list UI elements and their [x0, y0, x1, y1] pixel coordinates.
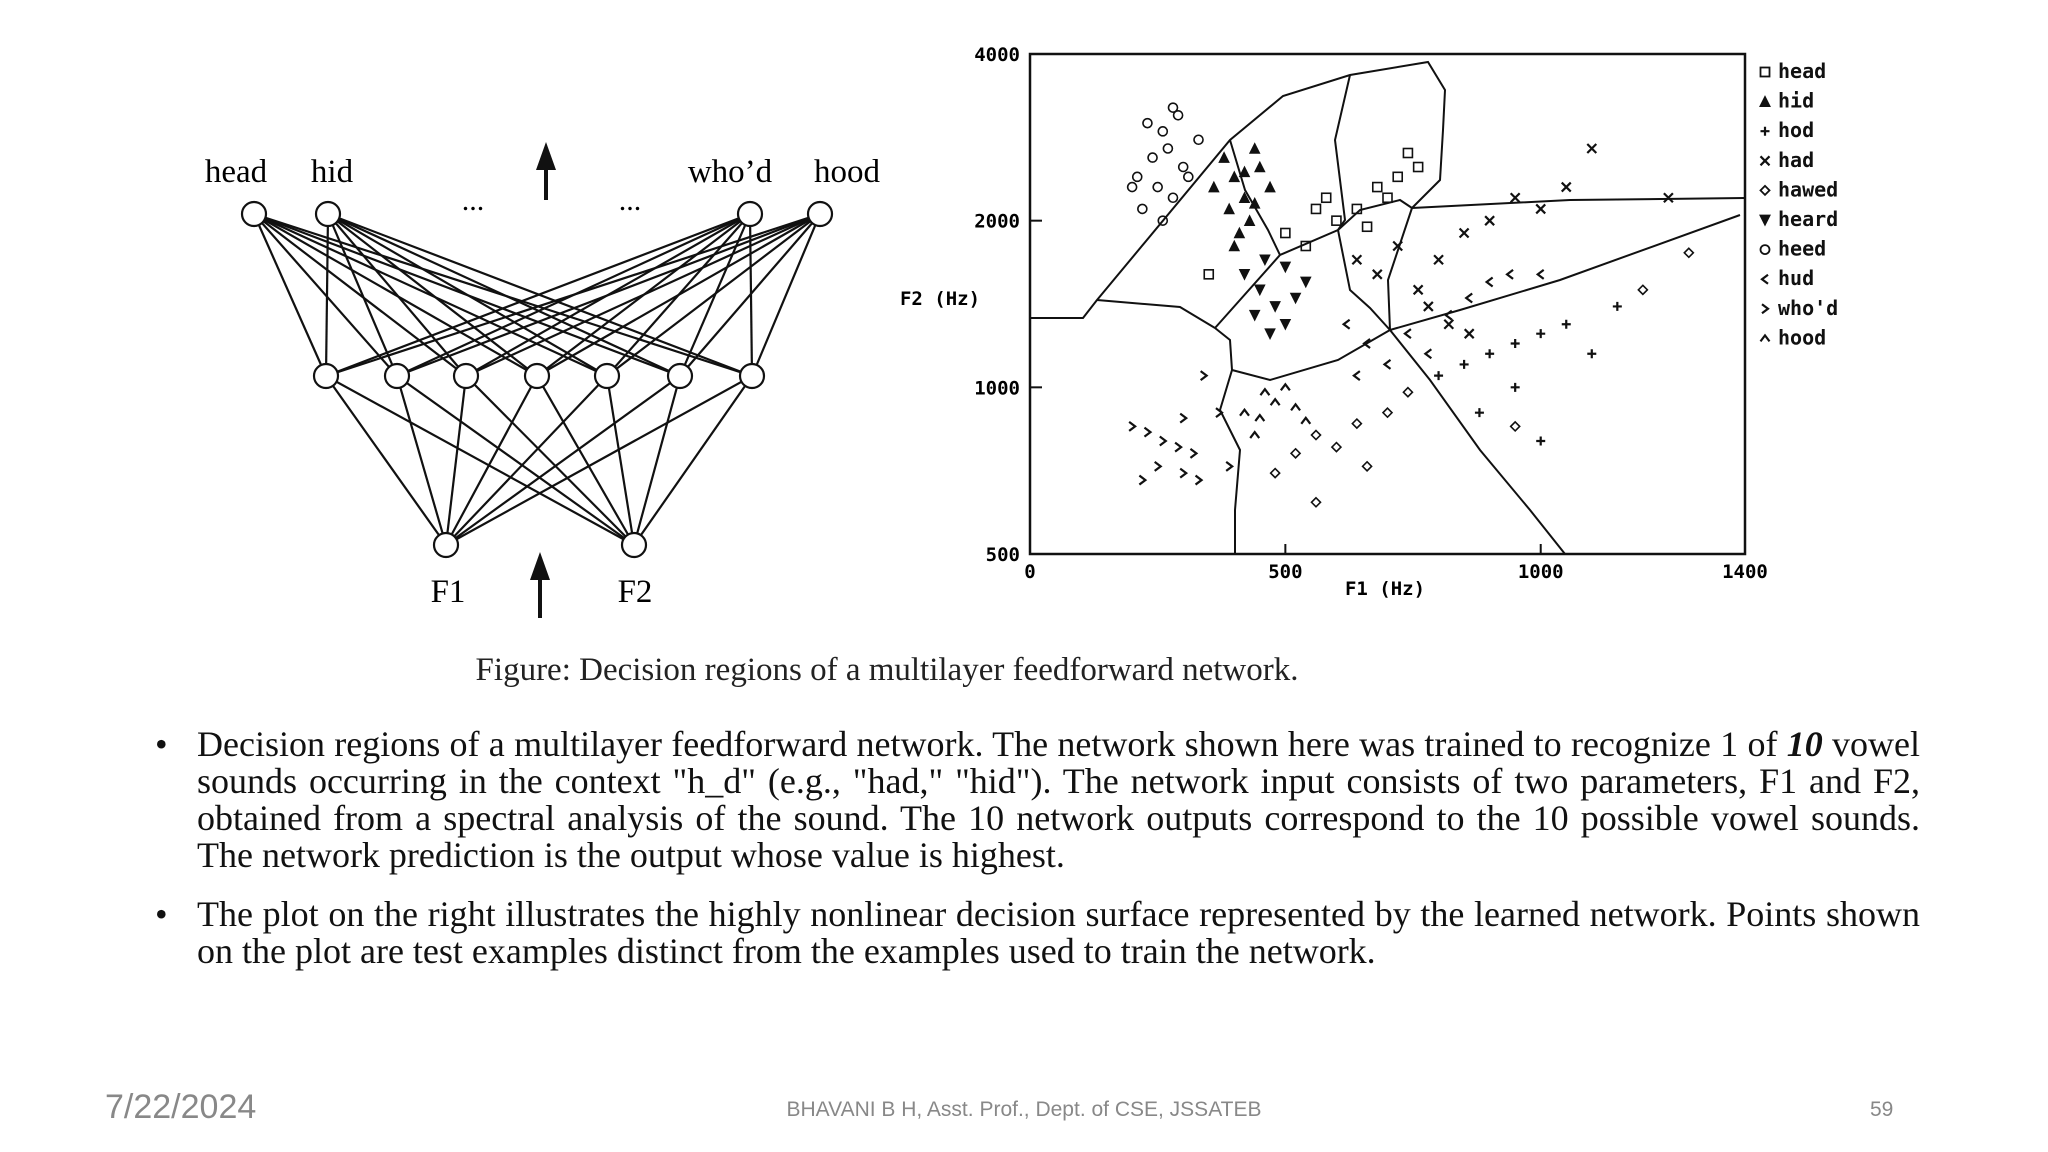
legend-entry	[1761, 148, 1815, 172]
data-point-hid	[1235, 229, 1244, 238]
connection-edge	[466, 214, 820, 376]
connection-edge	[634, 376, 752, 545]
figure-caption: Figure: Decision regions of a multilayer feedforward network.	[475, 652, 1299, 688]
data-point-had	[1465, 329, 1474, 338]
data-point-hood	[1240, 410, 1249, 416]
data-point-head	[1403, 149, 1412, 158]
data-point-whod	[1129, 422, 1135, 431]
data-point-whod	[1139, 476, 1145, 485]
data-point-head	[1322, 193, 1331, 202]
decision-boundaries	[1030, 62, 1745, 554]
legend-label: hod	[1778, 118, 1815, 143]
data-point-hid	[1209, 183, 1218, 192]
input-node	[434, 533, 458, 557]
legend-entry	[1762, 296, 1838, 320]
data-point-hud	[1344, 320, 1350, 329]
data-point-heard	[1281, 320, 1290, 329]
data-point-hood	[1271, 399, 1280, 405]
data-point-head	[1204, 270, 1213, 279]
data-point-hud	[1385, 360, 1391, 369]
x-axis-label: F1 (Hz)	[1344, 578, 1426, 600]
data-point-hod	[1434, 371, 1443, 380]
data-point-heed	[1153, 183, 1162, 192]
bullet-dot-icon: •	[155, 894, 168, 934]
data-point-hawed	[1332, 443, 1341, 452]
data-point-hod	[1485, 349, 1494, 358]
data-point-heed	[1138, 204, 1147, 213]
input-label-f2: F2	[617, 574, 653, 610]
data-point-hid	[1255, 163, 1264, 172]
output-label-hood: hood	[814, 154, 880, 190]
input-node	[622, 533, 646, 557]
legend-label: hid	[1778, 88, 1815, 113]
data-point-whod	[1144, 428, 1150, 437]
data-point-hud	[1538, 270, 1544, 279]
data-point-hawed	[1511, 422, 1520, 431]
data-point-hud	[1446, 311, 1452, 320]
data-point-heed	[1174, 111, 1183, 120]
data-point-hawed	[1291, 449, 1300, 458]
legend-marker	[1762, 275, 1768, 284]
data-point-hud	[1507, 270, 1513, 279]
data-point-hod	[1613, 302, 1622, 311]
connection-edge	[607, 214, 820, 376]
legend-entry	[1762, 266, 1814, 290]
legend-marker	[1761, 245, 1770, 254]
plot-legend	[1761, 59, 1839, 349]
legend-marker	[1761, 186, 1770, 195]
data-point-hawed	[1363, 462, 1372, 471]
data-point-hod	[1475, 408, 1484, 417]
legend-label: who'd	[1778, 295, 1839, 320]
data-point-hod	[1511, 383, 1520, 392]
connection-edge	[326, 376, 446, 545]
bullet-dot-icon: •	[155, 724, 168, 764]
legend-label: heed	[1778, 236, 1827, 261]
data-point-had	[1373, 270, 1382, 279]
data-point-hid	[1225, 204, 1234, 213]
data-point-whod	[1155, 462, 1161, 471]
data-point-hod	[1587, 349, 1596, 358]
data-point-head	[1332, 216, 1341, 225]
data-point-heed	[1163, 144, 1172, 153]
data-point-hid	[1240, 167, 1249, 176]
data-point-whod	[1196, 476, 1202, 485]
x-tick-label: 0	[1024, 561, 1036, 583]
data-point-heed	[1128, 183, 1137, 192]
data-point-hid	[1250, 144, 1259, 153]
data-point-hid	[1230, 242, 1239, 251]
connection-edge	[397, 214, 820, 376]
legend-label: had	[1778, 147, 1815, 172]
connection-edge	[397, 376, 446, 545]
connection-edge	[254, 214, 537, 376]
output-arrow-icon	[536, 142, 556, 200]
data-point-had	[1434, 255, 1443, 264]
connection-edge	[634, 376, 680, 545]
input-arrow-icon	[530, 552, 550, 618]
data-point-whod	[1190, 449, 1196, 458]
bullet-2-text: The plot on the right illustrates the highly nonlinear decision surface represented by the learned network. Points shown on the plot are test examples distinct from the examples used to train the network.	[197, 894, 1920, 971]
plot-points	[1128, 103, 1694, 507]
data-point-hod	[1562, 320, 1571, 329]
legend-label: hawed	[1778, 177, 1839, 202]
data-point-heard	[1255, 285, 1264, 294]
data-point-hawed	[1383, 408, 1392, 417]
hidden-node	[740, 364, 764, 388]
legend-entry	[1761, 89, 1815, 113]
bullet-item	[155, 896, 1920, 970]
data-point-had	[1352, 255, 1361, 264]
data-point-hood	[1255, 415, 1264, 421]
data-point-hid	[1245, 216, 1254, 225]
data-point-whod	[1180, 414, 1186, 423]
ellipsis-left: ...	[461, 184, 485, 217]
legend-marker	[1762, 304, 1768, 313]
connection-edge	[326, 214, 820, 376]
output-node	[242, 202, 266, 226]
data-point-hod	[1511, 339, 1520, 348]
data-point-had	[1587, 144, 1596, 153]
data-point-heard	[1240, 270, 1249, 279]
legend-entry	[1761, 59, 1827, 83]
hidden-node	[595, 364, 619, 388]
data-point-had	[1562, 183, 1571, 192]
data-point-heed	[1169, 193, 1178, 202]
data-point-hud	[1425, 349, 1431, 358]
data-point-heed	[1194, 135, 1203, 144]
connection-edge	[446, 376, 466, 545]
data-point-had	[1414, 285, 1423, 294]
data-point-heard	[1281, 262, 1290, 271]
data-point-head	[1363, 222, 1372, 231]
network-diagram	[190, 140, 910, 620]
legend-entry	[1761, 325, 1827, 349]
data-point-had	[1485, 216, 1494, 225]
bullet-item	[155, 726, 1920, 874]
connection-edge	[752, 214, 820, 376]
output-node	[738, 202, 762, 226]
legend-marker	[1761, 156, 1770, 165]
y-tick-label: 2000	[974, 210, 1020, 233]
legend-entry	[1761, 118, 1815, 142]
connection-edge	[254, 214, 607, 376]
legend-label: hood	[1778, 325, 1827, 350]
bullet-list	[155, 726, 1920, 992]
y-tick-label: 500	[985, 544, 1020, 566]
data-point-hud	[1487, 277, 1493, 286]
output-node	[316, 202, 340, 226]
data-point-hood	[1250, 432, 1259, 438]
legend-entry	[1761, 207, 1839, 231]
data-point-head	[1373, 183, 1382, 192]
legend-marker	[1761, 97, 1770, 106]
input-label-f1: F1	[430, 574, 466, 610]
data-point-hud	[1405, 329, 1411, 338]
network-nodes	[242, 202, 832, 557]
ellipsis-right: ...	[618, 184, 642, 217]
data-point-had	[1536, 204, 1545, 213]
footer-date: 7/22/2024	[105, 1088, 257, 1126]
axis-ticks	[974, 44, 1768, 583]
data-point-heard	[1250, 311, 1259, 320]
data-point-heard	[1291, 293, 1300, 302]
data-point-head	[1414, 163, 1423, 172]
data-point-hood	[1291, 404, 1300, 410]
data-point-hud	[1354, 371, 1360, 380]
hidden-node	[314, 364, 338, 388]
hidden-node	[454, 364, 478, 388]
hidden-node	[385, 364, 409, 388]
bullet-1-emphasis: 10	[1786, 724, 1823, 764]
data-point-whod	[1201, 371, 1207, 380]
data-point-heed	[1143, 119, 1152, 128]
output-label-hid: hid	[310, 154, 354, 190]
y-axis-label: F2 (Hz)	[899, 288, 981, 310]
legend-marker	[1761, 68, 1770, 77]
data-point-hood	[1301, 418, 1310, 424]
data-point-hawed	[1352, 419, 1361, 428]
output-node	[808, 202, 832, 226]
x-tick-label: 1000	[1517, 561, 1564, 583]
data-point-hid	[1266, 183, 1275, 192]
data-point-hood	[1281, 384, 1290, 390]
legend-entry	[1761, 237, 1827, 261]
data-point-head	[1281, 229, 1290, 238]
connection-edge	[446, 376, 607, 545]
output-label-head: head	[204, 154, 268, 190]
x-tick-label: 500	[1268, 561, 1303, 583]
data-point-head	[1312, 204, 1321, 213]
data-point-hid	[1220, 153, 1229, 162]
data-point-heard	[1260, 255, 1269, 264]
data-point-hod	[1460, 360, 1469, 369]
connection-edge	[328, 214, 607, 376]
data-point-had	[1511, 193, 1520, 202]
data-point-whod	[1160, 436, 1166, 445]
data-point-whod	[1180, 469, 1186, 478]
data-point-hod	[1536, 329, 1545, 338]
footer-author: BHAVANI B H, Asst. Prof., Dept. of CSE, JSSATEB	[786, 1098, 1262, 1121]
data-point-whod	[1226, 462, 1232, 471]
data-point-heard	[1301, 277, 1310, 286]
data-point-had	[1424, 302, 1433, 311]
bullet-1-text-a: Decision regions of a multilayer feedforward network. The network shown here was trained to recognize 1 of	[197, 724, 1787, 764]
data-point-heed	[1148, 153, 1157, 162]
hidden-node	[525, 364, 549, 388]
data-point-whod	[1175, 443, 1181, 452]
data-point-hud	[1466, 293, 1472, 302]
data-point-hawed	[1638, 285, 1647, 294]
y-tick-label: 1000	[974, 377, 1020, 400]
data-point-hawed	[1312, 431, 1321, 440]
legend-entry	[1761, 177, 1839, 201]
output-label-whod: who’d	[687, 154, 773, 190]
data-point-had	[1444, 320, 1453, 329]
data-point-hawed	[1403, 388, 1412, 397]
data-point-hawed	[1684, 248, 1693, 257]
data-point-hod	[1536, 436, 1545, 445]
data-point-heard	[1266, 329, 1275, 338]
bullet-1-text-b: vowel sounds occurring in the context "h_d" (e.g., "had," "hid"). The network input consists of two parameters, F1 and F2, obtained from a spectral analysis of the sound. The 10 network outputs correspond to the 10 possible vowel sounds. The network prediction is the output whose value is highest.	[197, 724, 1921, 875]
data-point-hawed	[1312, 498, 1321, 507]
legend-marker	[1761, 216, 1770, 225]
data-point-hood	[1260, 389, 1269, 395]
page-number: 59	[1870, 1098, 1894, 1121]
decision-regions-plot	[890, 30, 1890, 620]
hidden-node	[668, 364, 692, 388]
legend-label: hud	[1778, 266, 1815, 291]
x-tick-label: 1400	[1722, 561, 1768, 583]
data-point-heed	[1184, 172, 1193, 181]
data-point-heed	[1158, 127, 1167, 136]
data-point-hawed	[1271, 469, 1280, 478]
legend-label: heard	[1778, 207, 1839, 231]
y-tick-label: 4000	[974, 44, 1020, 66]
data-point-had	[1460, 229, 1469, 238]
data-point-head	[1393, 172, 1402, 181]
data-point-had	[1664, 193, 1673, 202]
data-point-head	[1383, 193, 1392, 202]
legend-label: head	[1778, 59, 1827, 83]
data-point-heed	[1179, 163, 1188, 172]
data-point-heard	[1271, 302, 1280, 311]
data-point-hid	[1230, 172, 1239, 181]
legend-marker	[1761, 127, 1770, 136]
legend-marker	[1761, 335, 1770, 341]
data-point-heed	[1133, 172, 1142, 181]
